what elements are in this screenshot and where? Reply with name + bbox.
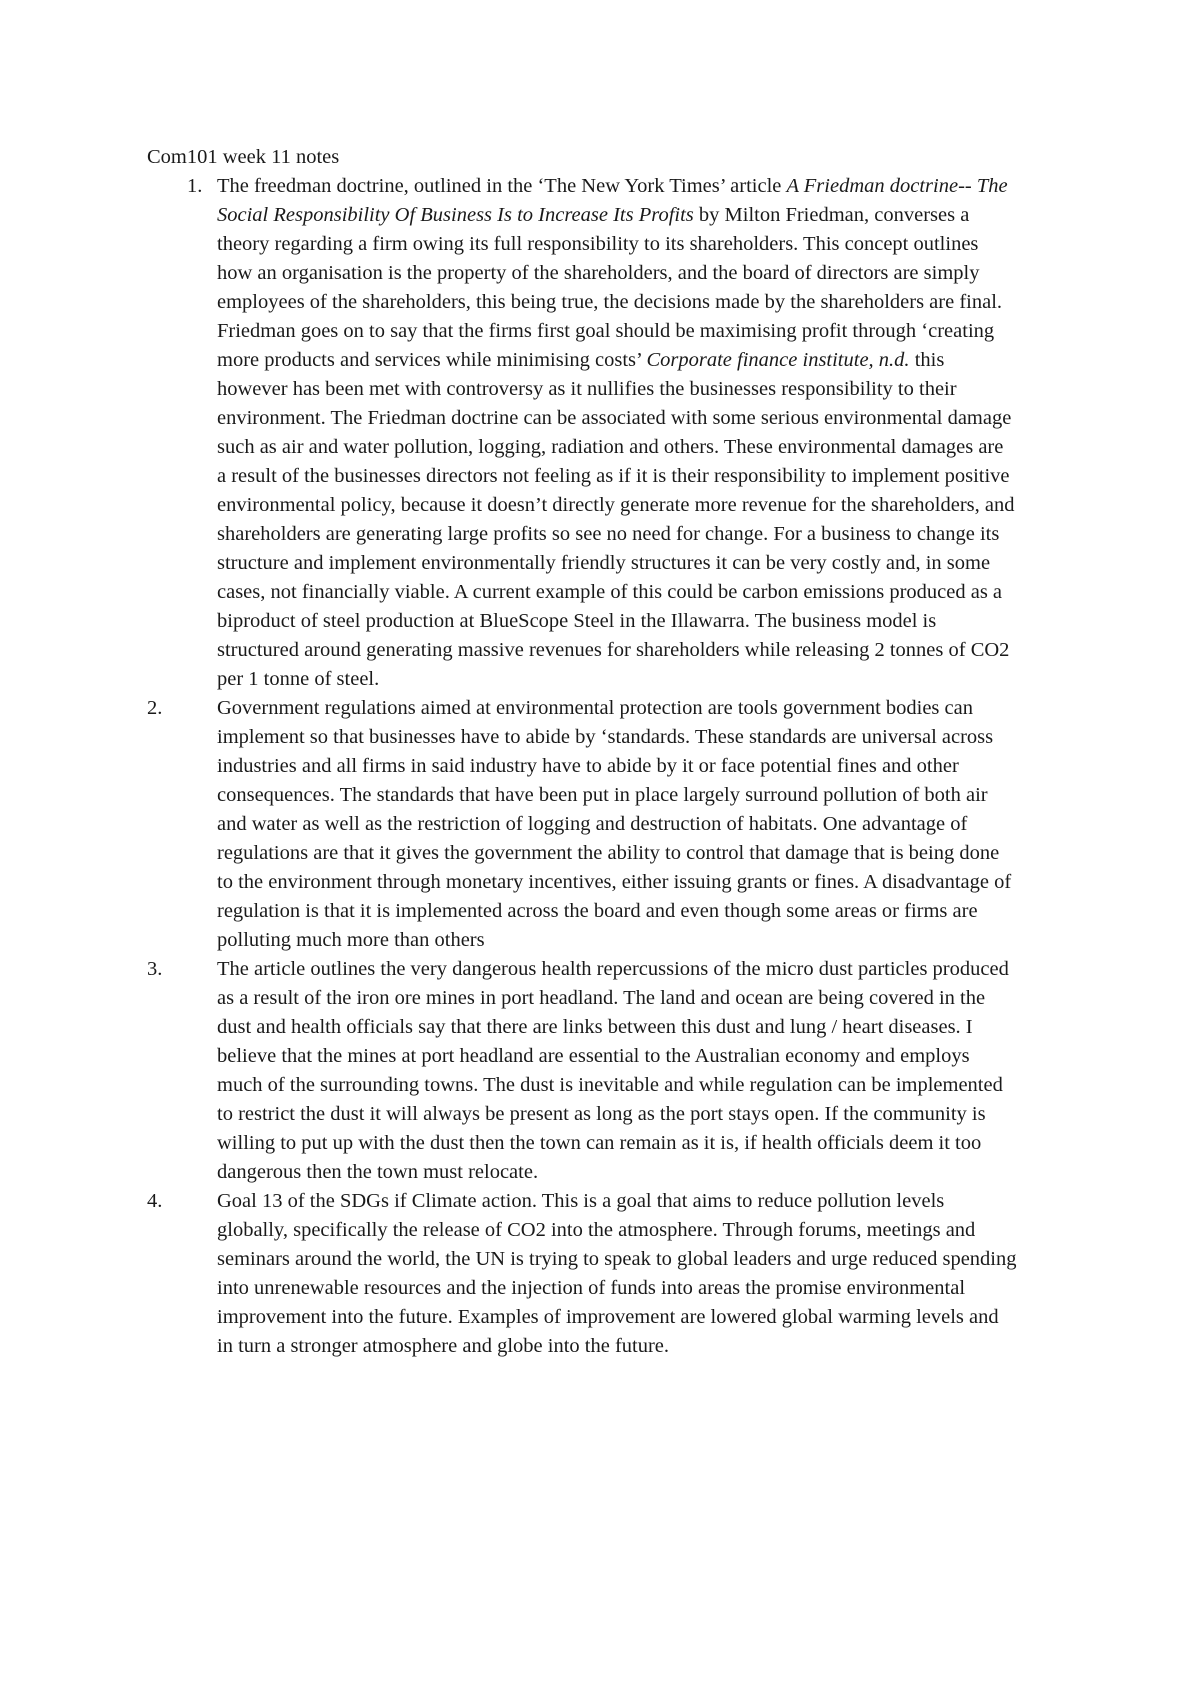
- item-1-text-start: The freedman doctrine, outlined in the ‘The New York Times’ article: [217, 175, 787, 197]
- notes-list: [147, 172, 1067, 1361]
- document-page: [147, 143, 1067, 1361]
- list-item-2: [147, 694, 1017, 955]
- list-item-number: 3.: [147, 958, 163, 980]
- item-1-text-middle: by Milton Friedman, converses a theory regarding a firm owing its full responsibility to its shareholders. This concept outlines how an organisation is the property of the shareholders, and the board of directors are simply employees of the shareholders, this being true, the decisions made by the shareholders are final. Friedman goes on to say that the firms first goal should be maximising profit through ‘creating more products and services while minimising costs’: [217, 204, 1003, 371]
- list-item-1: [147, 172, 1017, 694]
- list-item-text: The article outlines the very dangerous health repercussions of the micro dust particles produced as a result of the iron ore mines in port headland. The land and ocean are being covered in the dust and health officials say that there are links between this dust and lung / heart diseases. I believe that the mines at port headland are essential to the Australian economy and employs much of the surrounding towns. The dust is inevitable and while regulation can be implemented to restrict the dust it will always be present as long as the port stays open. If the community is willing to put up with the dust then the town can remain as it is, if health officials deem it too dangerous then the town must relocate.: [217, 958, 1009, 1183]
- list-item-3: [147, 955, 1017, 1187]
- list-item-text: [217, 175, 1014, 690]
- list-item-4: [147, 1187, 1017, 1361]
- citation: Corporate finance institute, n.d.: [646, 349, 910, 371]
- item-1-text-end: this however has been met with controversy as it nullifies the businesses responsibility to their environment. The Friedman doctrine can be associated with some serious environmental damage such as air and water pollution, logging, radiation and others. These environmental damages are a result of the businesses directors not feeling as if it is their responsibility to implement positive environmental policy, because it doesn’t directly generate more revenue for the shareholders, and shareholders are generating large profits so see no need for change. For a business to change its structure and implement environmentally friendly structures it can be very costly and, in some cases, not financially viable. A current example of this could be carbon emissions produced as a biproduct of steel production at BlueScope Steel in the Illawarra. The business model is structured around generating massive revenues for shareholders while releasing 2 tonnes of CO2 per 1 tonne of steel.: [217, 349, 1015, 690]
- document-title: Com101 week 11 notes: [147, 146, 340, 168]
- list-item-number: 4.: [147, 1190, 163, 1212]
- list-item-number: 2.: [147, 697, 163, 719]
- list-item-text: Government regulations aimed at environmental protection are tools government bodies can implement so that businesses have to abide by ‘standards. These standards are universal across industries and all firms in said industry have to abide by it or face potential fines and other consequences. The standards that have been put in place largely surround pollution of both air and water as well as the restriction of logging and destruction of habitats. One advantage of regulations are that it gives the government the ability to control that damage that is being done to the environment through monetary incentives, either issuing grants or fines. A disadvantage of regulation is that it is implemented across the board and even though some areas or firms are polluting much more than others: [217, 697, 1012, 951]
- list-item-number: 1.: [187, 175, 203, 197]
- article-title: A Friedman doctrine-- The Social Responsibility Of Business Is to Increase Its Profits: [217, 175, 1008, 226]
- list-item-text: Goal 13 of the SDGs if Climate action. This is a goal that aims to reduce pollution levels globally, specifically the release of CO2 into the atmosphere. Through forums, meetings and seminars around the world, the UN is trying to speak to global leaders and urge reduced spending into unrenewable resources and the injection of funds into areas the promise environmental improvement into the future. Examples of improvement are lowered global warming levels and in turn a stronger atmosphere and globe into the future.: [217, 1190, 1017, 1357]
